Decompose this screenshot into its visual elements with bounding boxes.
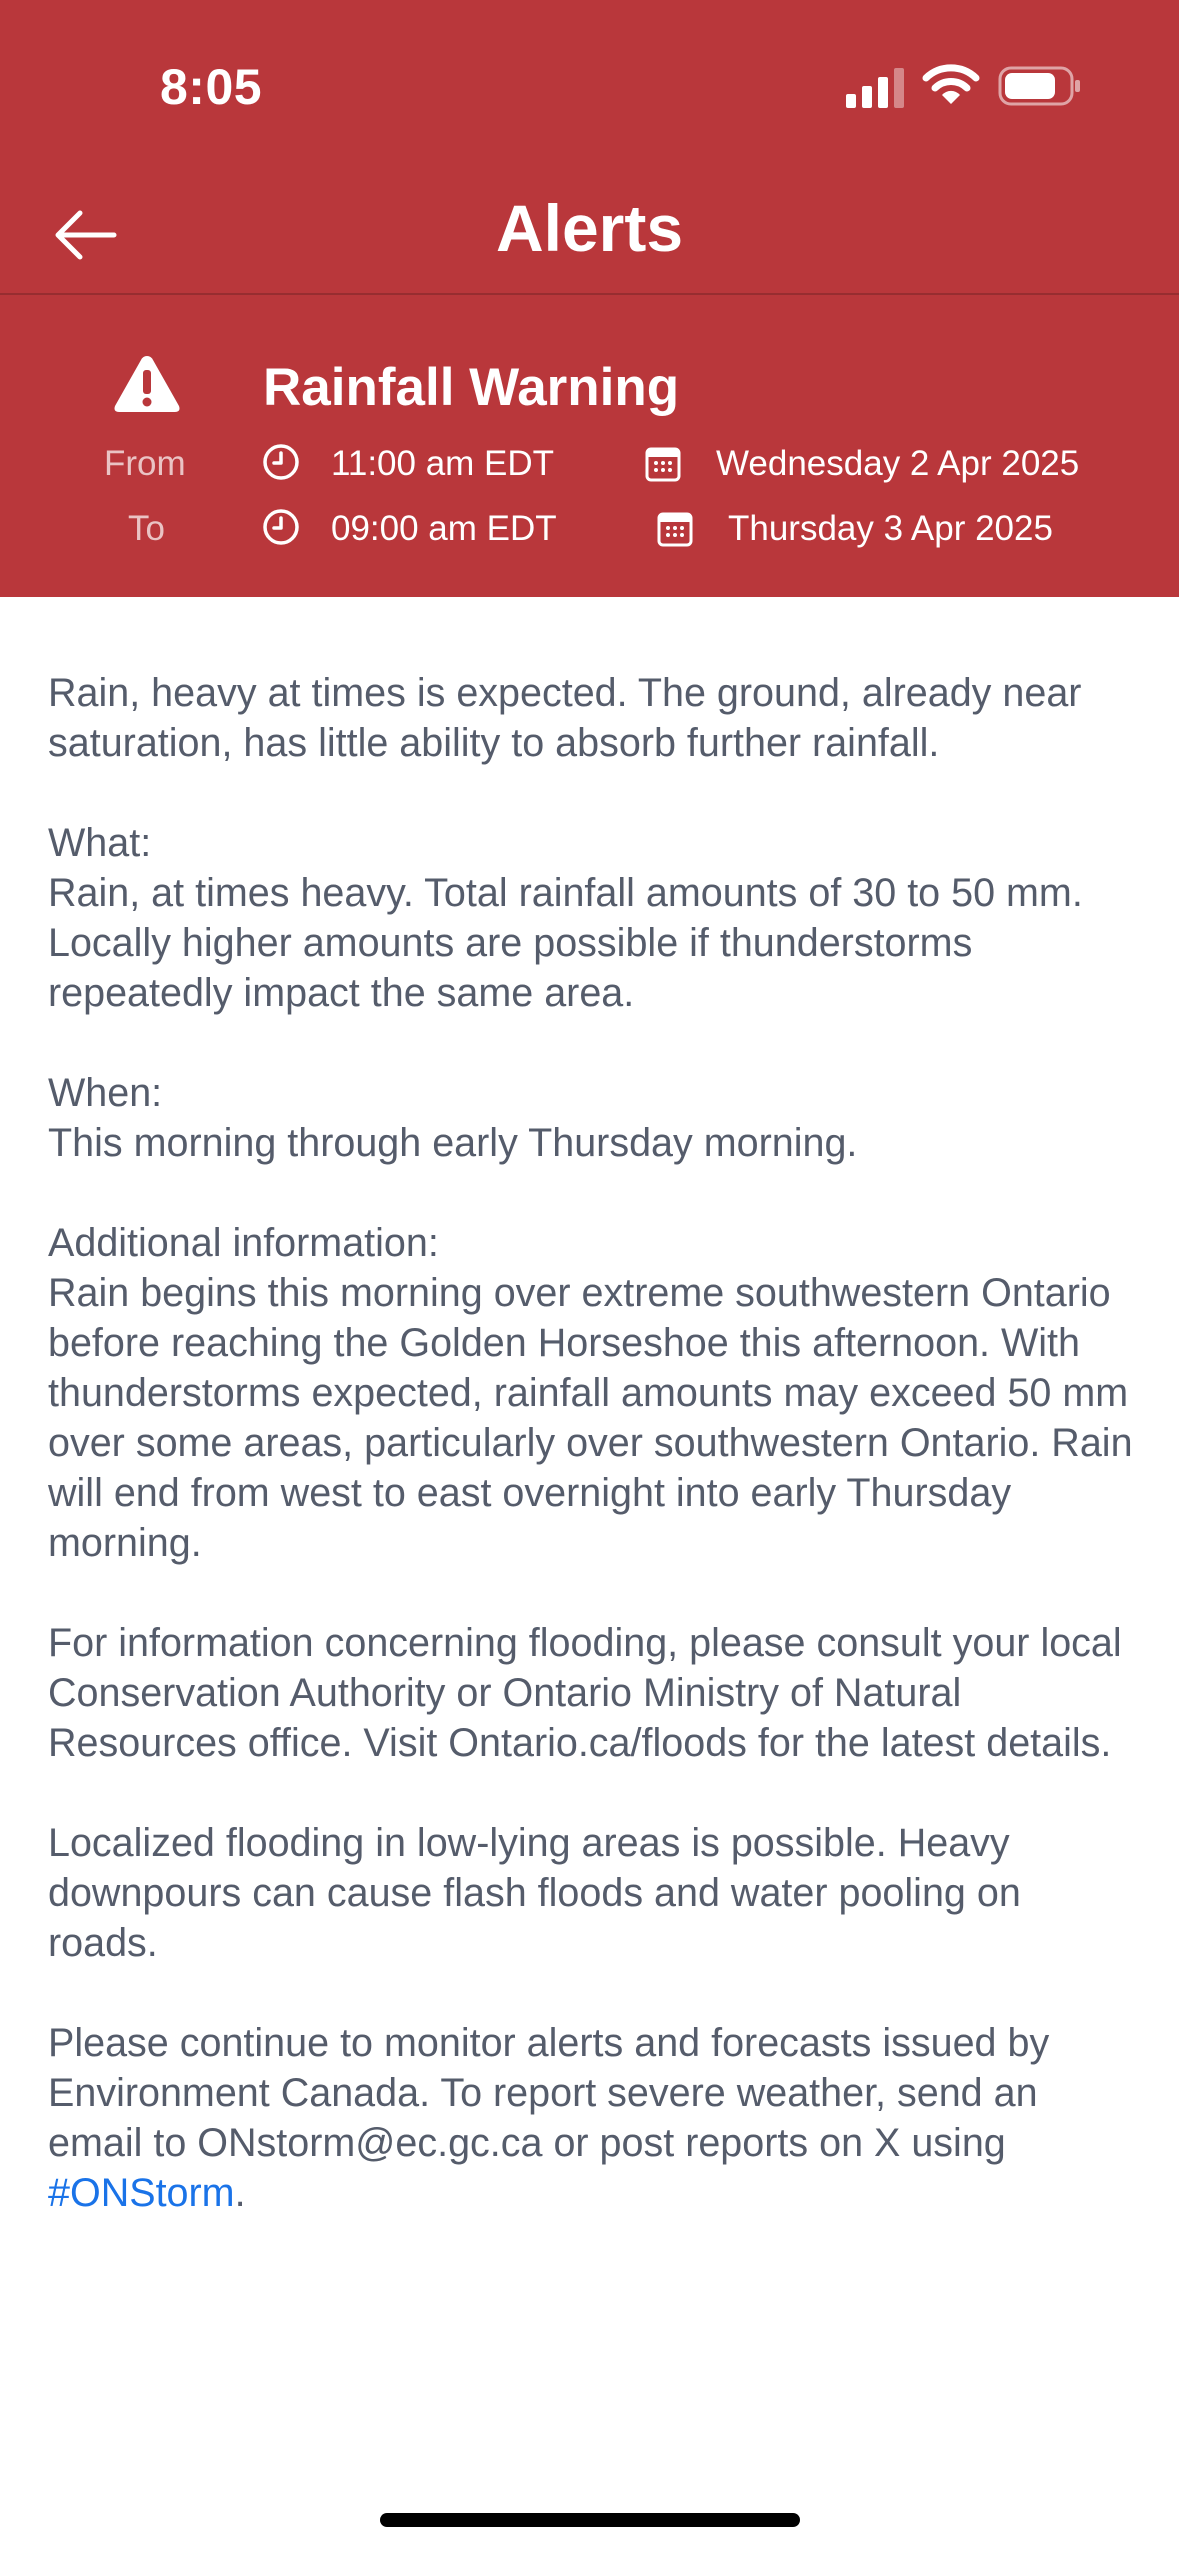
monitor-text: Please continue to monitor alerts and forecasts issued by Environment Canada. To report severe weather, send an email to ONstorm@ec.gc.ca or post reports on X using — [48, 2021, 1050, 2165]
additional-heading: Additional information: — [48, 1221, 439, 1265]
cellular-signal-icon — [846, 68, 906, 108]
monitor-end: . — [234, 2171, 246, 2215]
status-bar — [0, 0, 1179, 170]
clock-icon — [262, 443, 300, 481]
additional-text: Rain begins this morning over extreme southwestern Ontario before reaching the Golden Horseshoe this afternoon. With thunderstorms expected, rainfall amounts may exceed 50 mm over some areas, particularly over southwestern Ontario. Rain will end from west to east overnight into early Thursday morning. — [48, 1271, 1133, 1565]
home-indicator[interactable] — [380, 2513, 800, 2527]
to-time: 09:00 am EDT — [331, 509, 557, 548]
warning-triangle-icon — [112, 352, 182, 416]
to-label: To — [128, 509, 165, 548]
alert-title: Rainfall Warning — [263, 358, 680, 417]
what-heading: What: — [48, 821, 152, 865]
flooding-info: For information concerning flooding, please consult your local Conservation Authority or Ontario Ministry of Natural Resources office. Visit Ontario.ca/floods for the latest details. — [48, 1621, 1122, 1765]
nav-bar — [0, 170, 1179, 294]
monitor-section — [48, 2018, 1138, 2218]
from-time: 11:00 am EDT — [331, 444, 555, 483]
header-divider — [0, 293, 1179, 295]
when-text: This morning through early Thursday morning. — [48, 1121, 858, 1165]
status-time: 8:05 — [160, 59, 263, 115]
onstorm-hashtag-link[interactable]: #ONStorm — [48, 2171, 235, 2215]
calendar-icon — [644, 445, 682, 483]
additional-section — [48, 1218, 1138, 1568]
from-date: Wednesday 2 Apr 2025 — [716, 444, 1080, 483]
to-date: Thursday 3 Apr 2025 — [728, 509, 1053, 548]
what-text: Rain, at times heavy. Total rainfall amounts of 30 to 50 mm. Locally higher amounts are possible if thunderstorms repeatedly impact the same area. — [48, 871, 1083, 1015]
localized-flooding: Localized flooding in low-lying areas is possible. Heavy downpours can cause flash floods and water pooling on roads. — [48, 1821, 1021, 1965]
wifi-icon — [922, 62, 980, 108]
when-section — [48, 1068, 1138, 1168]
alert-description — [48, 668, 1138, 2218]
clock-icon — [262, 508, 300, 546]
alert-intro: Rain, heavy at times is expected. The ground, already near saturation, has little ability to absorb further rainfall. — [48, 671, 1082, 765]
page-title: Alerts — [495, 191, 684, 265]
alert-header — [0, 0, 1179, 597]
calendar-icon — [656, 510, 694, 548]
from-label: From — [104, 444, 186, 483]
when-heading: When: — [48, 1071, 163, 1115]
what-section — [48, 818, 1138, 1018]
battery-icon — [998, 66, 1082, 106]
